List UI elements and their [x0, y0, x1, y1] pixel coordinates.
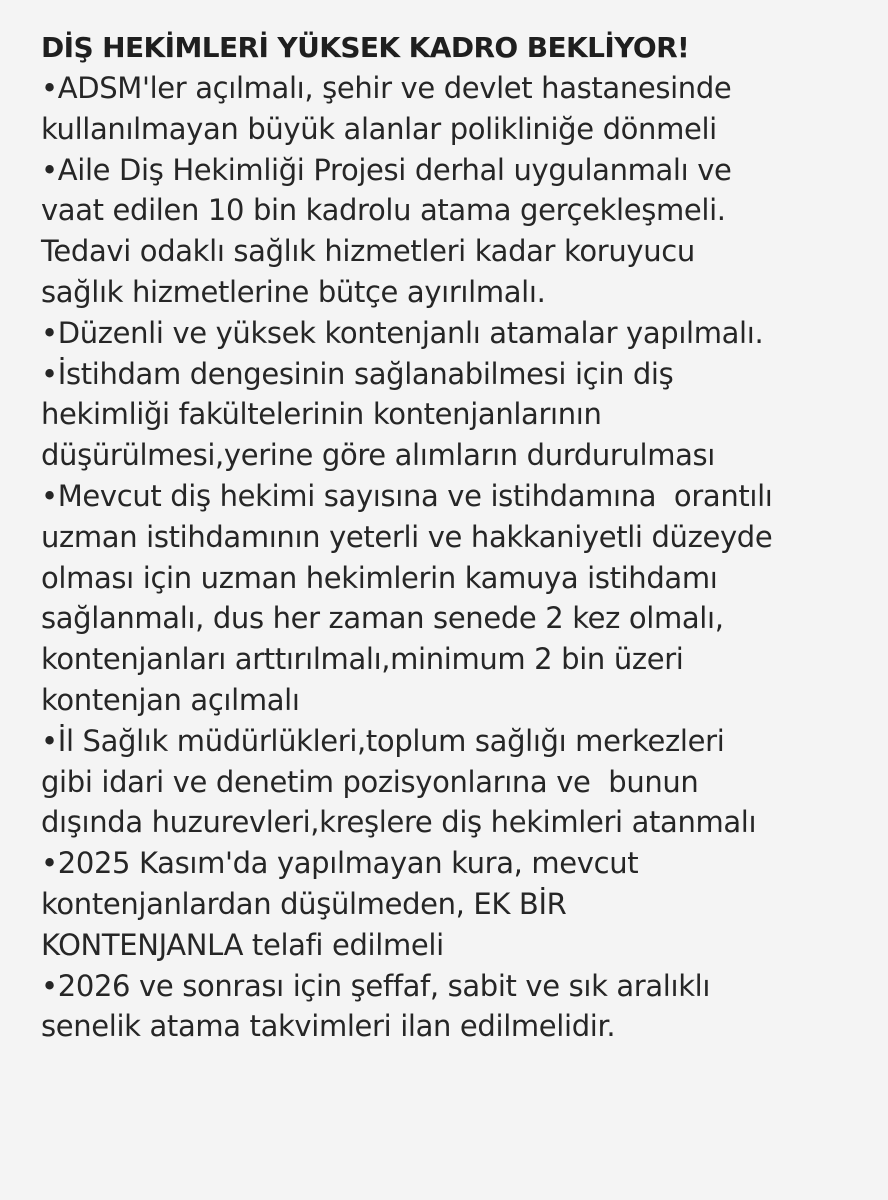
text-line: •2026 ve sonrası için şeffaf, sabit ve sık aralıklı	[41, 968, 711, 1003]
text-line: kullanılmayan büyük alanlar polikliniğe dönmeli	[41, 111, 717, 146]
text-line: hekimliği fakültelerinin kontenjanlarının	[41, 397, 602, 432]
text-line: olması için uzman hekimlerin kamuya istihdamı	[41, 560, 718, 595]
text-line: sağlanmalı, dus her zaman senede 2 kez olmalı,	[41, 601, 724, 636]
text-line: •İl Sağlık müdürlükleri,toplum sağlığı merkezleri	[41, 723, 725, 758]
text-line: kontenjan açılmalı	[41, 682, 300, 717]
text-line: düşürülmesi,yerine göre alımların durdurulması	[41, 438, 716, 473]
text-line: uzman istihdamının yeterli ve hakkaniyetli düzeyde	[41, 519, 773, 554]
text-line: KONTENJANLA telafi edilmeli	[41, 927, 444, 962]
text-line: •Aile Diş Hekimliği Projesi derhal uygulanmalı ve	[41, 152, 732, 187]
text-line: senelik atama takvimleri ilan edilmelidir.	[41, 1009, 616, 1044]
text-line: •ADSM'ler açılmalı, şehir ve devlet hastanesinde	[41, 71, 732, 105]
document-body	[41, 28, 876, 1047]
text-line: •Mevcut diş hekimi sayısına ve istihdamına orantılı	[41, 478, 773, 513]
text-line: •Düzenli ve yüksek kontenjanlı atamalar yapılmalı.	[41, 315, 764, 350]
text-line: kontenjanları arttırılmalı,minimum 2 bin üzeri	[41, 642, 684, 677]
text-line: kontenjanlardan düşülmeden, EK BİR	[41, 886, 567, 921]
text-line: •İstihdam dengesinin sağlanabilmesi için diş	[41, 356, 674, 391]
text-line: vaat edilen 10 bin kadrolu atama gerçekleşmeli.	[41, 193, 726, 228]
text-line: sağlık hizmetlerine bütçe ayırılmalı.	[41, 274, 546, 309]
text-line: Tedavi odaklı sağlık hizmetleri kadar koruyucu	[41, 234, 695, 269]
text-line: gibi idari ve denetim pozisyonlarına ve bunun	[41, 764, 699, 799]
document-title: DİŞ HEKİMLERİ YÜKSEK KADRO BEKLİYOR!	[41, 31, 690, 64]
text-line: •2025 Kasım'da yapılmayan kura, mevcut	[41, 846, 639, 881]
text-line: dışında huzurevleri,kreşlere diş hekimleri atanmalı	[41, 805, 757, 840]
